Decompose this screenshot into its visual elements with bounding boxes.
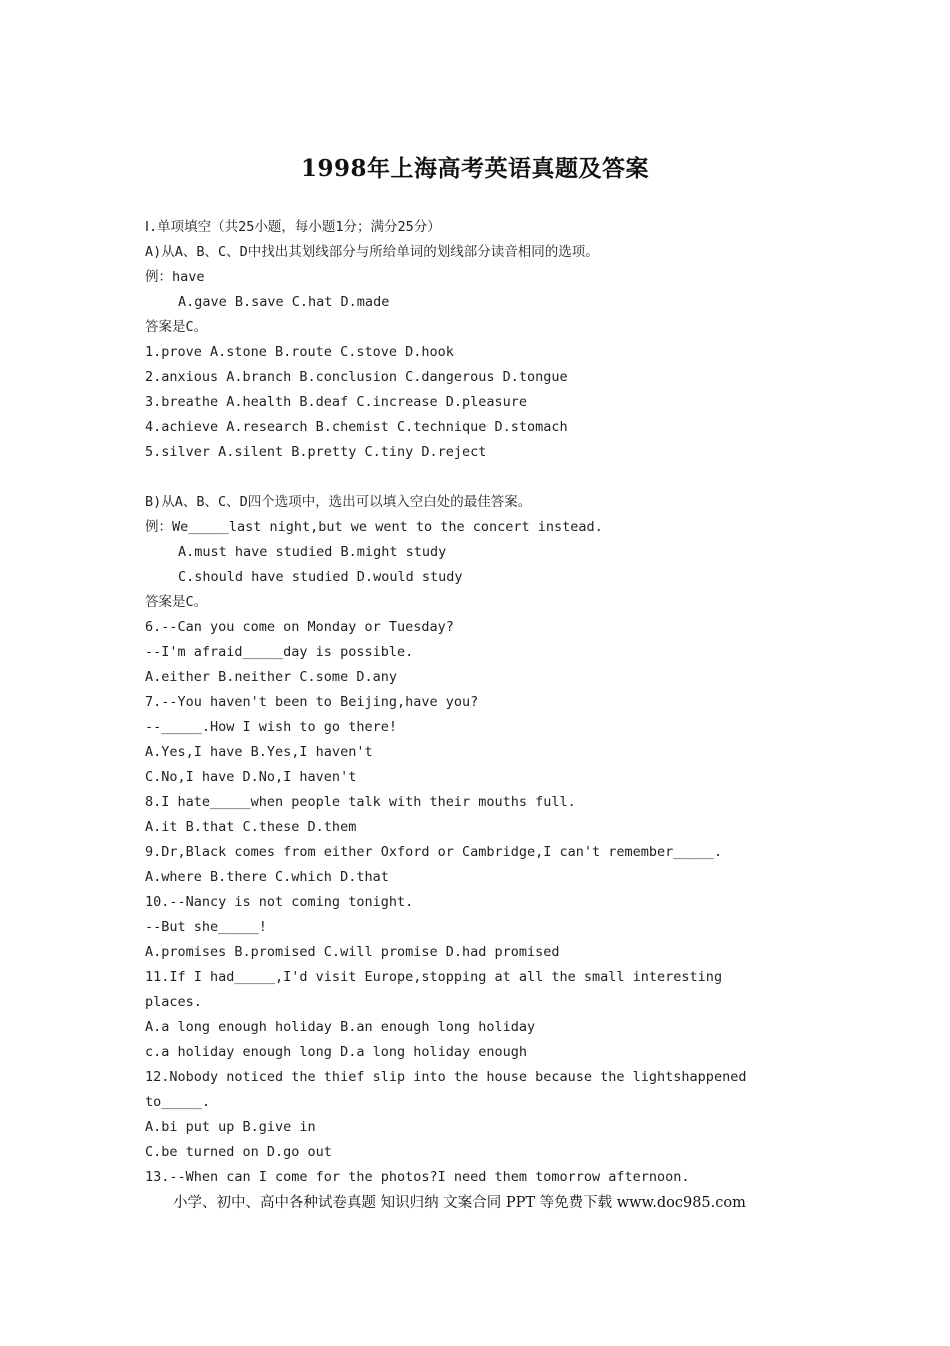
part-b-example-answer: 答案是C。 — [145, 594, 208, 610]
question-line: --I'm afraid_____day is possible. — [145, 644, 414, 660]
footer-text: 小学、初中、高中各种试卷真题 知识归纳 文案合同 PPT 等免费下载 www.doc985.com — [173, 1195, 746, 1211]
part-a-example-label: 例：have — [145, 269, 205, 285]
question-line: C.No,I have D.No,I haven't — [145, 769, 357, 785]
question-line: 12.Nobody noticed the thief slip into the house because the lightshappened — [145, 1069, 747, 1085]
question-line: --_____.How I wish to go there! — [145, 719, 397, 735]
question-line: places. — [145, 994, 202, 1010]
question-line: 8.I hate_____when people talk with their mouths full. — [145, 794, 576, 810]
question-line: C.be turned on D.go out — [145, 1144, 332, 1160]
question-line: 5.silver A.silent B.pretty C.tiny D.reject — [145, 444, 487, 460]
question-line: A.promises B.promised C.will promise D.had promised — [145, 944, 560, 960]
spacer — [145, 465, 805, 490]
part-a-instruction: A)从A、B、C、D中找出其划线部分与所给单词的划线部分读音相同的选项。 — [145, 244, 599, 260]
part-b-example-label: 例：We_____last night,but we went to the concert instead. — [145, 519, 603, 535]
part-b-instruction: B)从A、B、C、D四个选项中，选出可以填入空白处的最佳答案。 — [145, 494, 532, 510]
question-line: 13.--When can I come for the photos?I need them tomorrow afternoon. — [145, 1169, 690, 1185]
part-b-example-options: C.should have studied D.would study — [178, 569, 463, 585]
part-b-example-options: A.must have studied B.might study — [178, 544, 447, 560]
section-heading: Ⅰ.单项填空（共25小题，每小题1分；满分25分） — [145, 219, 441, 235]
question-line: 4.achieve A.research B.chemist C.technique D.stomach — [145, 419, 568, 435]
question-line: 2.anxious A.branch B.conclusion C.dangerous D.tongue — [145, 369, 568, 385]
question-line: 1.prove A.stone B.route C.stove D.hook — [145, 344, 454, 360]
question-line: 3.breathe A.health B.deaf C.increase D.pleasure — [145, 394, 528, 410]
question-line: A.where B.there C.which D.that — [145, 869, 389, 885]
question-line: 7.--You haven't been to Beijing,have you? — [145, 694, 479, 710]
question-line: A.bi put up B.give in — [145, 1119, 316, 1135]
page-title: 1998年上海高考英语真题及答案 — [300, 155, 649, 182]
question-line: c.a holiday enough long D.a long holiday enough — [145, 1044, 528, 1060]
question-line: 6.--Can you come on Monday or Tuesday? — [145, 619, 454, 635]
question-line: to_____. — [145, 1094, 211, 1110]
part-a-example-options: A.gave B.save C.hat D.made — [178, 294, 390, 310]
question-line: A.it B.that C.these D.them — [145, 819, 357, 835]
question-line: 9.Dr,Black comes from either Oxford or Cambridge,I can't remember_____. — [145, 844, 723, 860]
question-line: --But she_____! — [145, 919, 267, 935]
question-line: A.either B.neither C.some D.any — [145, 669, 397, 685]
question-line: 10.--Nancy is not coming tonight. — [145, 894, 414, 910]
question-line: A.Yes,I have B.Yes,I haven't — [145, 744, 373, 760]
part-a-example-answer: 答案是C。 — [145, 319, 208, 335]
exam-content — [145, 215, 805, 1190]
question-line: A.a long enough holiday B.an enough long holiday — [145, 1019, 536, 1035]
question-line: 11.If I had_____,I'd visit Europe,stopping at all the small interesting — [145, 969, 723, 985]
